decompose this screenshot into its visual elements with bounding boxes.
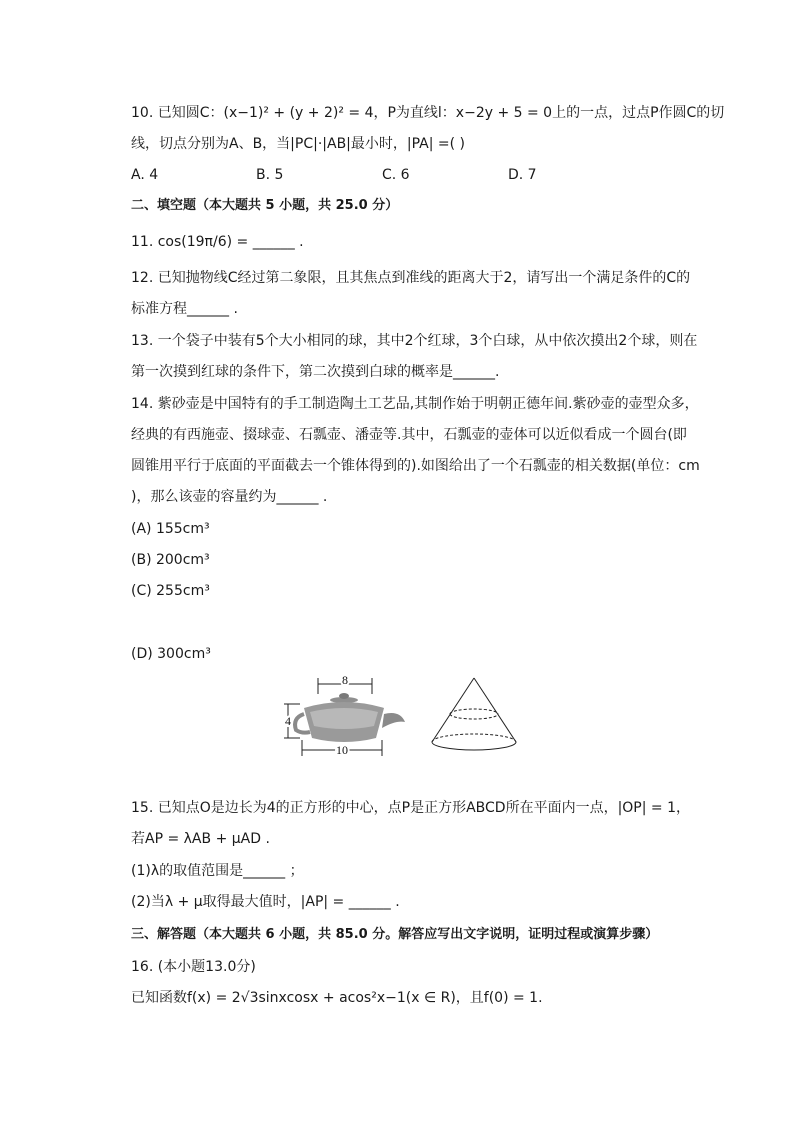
question-15-line-3: (1)λ的取值范围是______ ； <box>131 863 304 879</box>
question-14-line-1: 14. 紫砂壶是中国特有的手工制造陶土工艺品,其制作始于明朝正德年间.紫砂壶的壶型众多， <box>131 396 699 412</box>
question-15-line-2: 若AP = λAB + μAD . <box>131 831 270 847</box>
question-16-line-2: 已知函数f(x) = 2√3sinxcosx + acos²x−1(x ∈ R)，且f(0) = 1. <box>131 990 543 1006</box>
section-2-heading: 二、填空题（本大题共 5 小题，共 25.0 分） <box>131 198 399 213</box>
question-14-line-2: 经典的有西施壶、掇球壶、石瓢壶、潘壶等.其中，石瓢壶的壶体可以近似看成一个圆台(即 <box>131 427 687 443</box>
teapot-top-label: 8 <box>342 673 348 687</box>
q10-option-a: A. 4 <box>131 167 159 183</box>
teapot-and-frustum-figure <box>270 670 520 770</box>
q10-option-d: D. 7 <box>508 167 537 183</box>
question-15-line-1: 15. 已知点O是边长为4的正方形的中心，点P是正方形ABCD所在平面内一点，|OP| = 1， <box>131 800 691 816</box>
question-11: 11. cos(19π/6) = ______ . <box>131 234 304 250</box>
q10-option-c: C. 6 <box>382 167 410 183</box>
teapot-diagram <box>284 673 405 757</box>
question-10-line-1: 10. 已知圆C：(x−1)² + (y + 2)² = 4，P为直线l：x−2y + 5 = 0上的一点，过点P作圆C的切 <box>131 105 725 121</box>
question-10-line-2: 线，切点分别为A、B，当|PC|·|AB|最小时，|PA| =( ) <box>131 136 466 152</box>
question-13-line-1: 13. 一个袋子中装有5个大小相同的球，其中2个红球，3个白球，从中依次摸出2个球，则在 <box>131 333 698 349</box>
question-14-line-4: )，那么该壶的容量约为______ . <box>131 489 328 505</box>
question-15-line-4: (2)当λ + μ取得最大值时，|AP| = ______ . <box>131 894 400 910</box>
q14-option-d: (D) 300cm³ <box>131 646 211 662</box>
q10-option-b: B. 5 <box>256 167 284 183</box>
q14-option-c: (C) 255cm³ <box>131 583 210 599</box>
question-12-line-1: 12. 已知抛物线C经过第二象限，且其焦点到准线的距离大于2，请写出一个满足条件的C的 <box>131 270 691 286</box>
question-14-line-3: 圆锥用平行于底面的平面截去一个锥体得到的).如图给出了一个石瓢壶的相关数据(单位：cm <box>131 458 700 474</box>
question-16-line-1: 16. (本小题13.0分) <box>131 959 256 975</box>
q14-option-a: (A) 155cm³ <box>131 521 210 537</box>
cone-frustum-diagram <box>432 678 516 750</box>
teapot-bottom-label: 10 <box>336 743 348 757</box>
teapot-height-label: 4 <box>285 714 291 728</box>
question-12-line-2: 标准方程______ . <box>131 301 238 317</box>
question-13-line-2: 第一次摸到红球的条件下，第二次摸到白球的概率是______. <box>131 364 500 380</box>
q14-option-b: (B) 200cm³ <box>131 552 210 568</box>
section-3-heading: 三、解答题（本大题共 6 小题，共 85.0 分。解答应写出文字说明，证明过程或演算步骤） <box>131 927 659 942</box>
